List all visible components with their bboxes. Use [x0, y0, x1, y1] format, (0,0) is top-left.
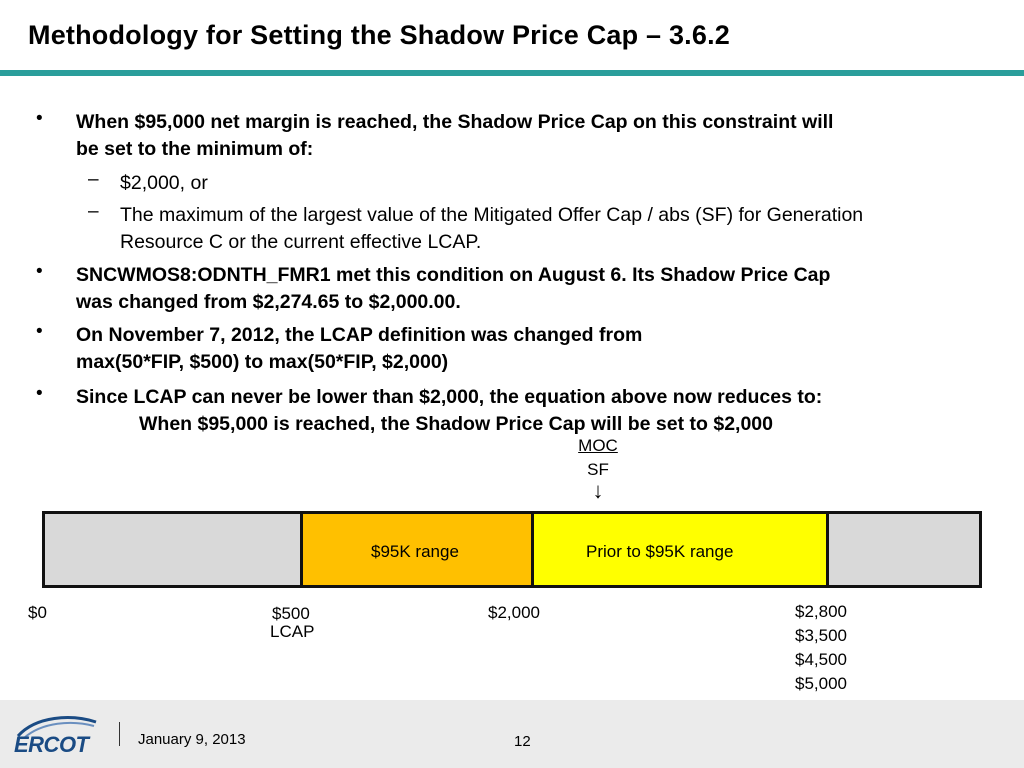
title-rule	[0, 70, 1024, 76]
tick-500: $500	[272, 604, 310, 623]
bullet-1-line-1: When $95,000 net margin is reached, the Shadow Price Cap on this constraint will	[76, 111, 834, 133]
footer-separator	[119, 722, 120, 746]
bullet-2-line-2: was changed from $2,274.65 to $2,000.00.	[76, 291, 461, 313]
sub-bullet-1-glyph: –	[88, 169, 99, 190]
bullet-4-glyph: •	[36, 383, 43, 404]
segment-prior-range	[531, 514, 829, 585]
sub-bullet-2-glyph: –	[88, 201, 99, 222]
sub-bullet-2-line-1: The maximum of the largest value of the Mitigated Offer Cap / abs (SF) for Generation	[120, 204, 864, 226]
segment-95k-range	[300, 514, 531, 585]
sf-label: SF	[587, 460, 609, 479]
sub-bullet-1: $2,000, or	[120, 172, 208, 194]
bullet-1-glyph: •	[36, 108, 43, 129]
price-range-bar	[42, 511, 982, 588]
footer-date: January 9, 2013	[138, 731, 246, 748]
tick-3500: $3,500	[795, 626, 847, 645]
tick-5000: $5,000	[795, 674, 847, 693]
segment-prior-label: Prior to $95K range	[586, 542, 734, 561]
down-arrow-icon: ↓	[592, 478, 604, 503]
tick-4500: $4,500	[795, 650, 847, 669]
tick-500-lcap: LCAP	[270, 622, 315, 641]
bullet-2-glyph: •	[36, 261, 43, 282]
tick-high-values	[795, 600, 847, 696]
moc-sf-marker	[574, 434, 622, 503]
page-number: 12	[514, 733, 531, 750]
bullet-3-line-2: max(50*FIP, $500) to max(50*FIP, $2,000)	[76, 351, 449, 373]
moc-label: MOC	[578, 436, 618, 455]
bullet-3-line-1: On November 7, 2012, the LCAP definition was changed from	[76, 324, 643, 346]
bullet-2-line-1: SNCWMOS8:ODNTH_FMR1 met this condition on August 6. Its Shadow Price Cap	[76, 264, 831, 286]
bullet-4-line-1: Since LCAP can never be lower than $2,000, the equation above now reduces to:	[76, 386, 823, 408]
tick-0: $0	[28, 603, 47, 622]
sub-bullet-2-line-2: Resource C or the current effective LCAP.	[120, 231, 482, 253]
logo-text: ERCOT	[14, 732, 89, 757]
segment-95k-label: $95K range	[371, 542, 459, 561]
tick-2800: $2,800	[795, 602, 847, 621]
bullet-3-glyph: •	[36, 321, 43, 342]
tick-2000: $2,000	[488, 603, 540, 622]
bullet-4-line-2: When $95,000 is reached, the Shadow Price Cap will be set to $2,000	[139, 413, 773, 435]
slide-title: Methodology for Setting the Shadow Price Cap – 3.6.2	[28, 20, 730, 50]
bullet-1-line-2: be set to the minimum of:	[76, 138, 314, 160]
ercot-logo	[14, 712, 104, 756]
slide-footer	[0, 700, 1024, 768]
